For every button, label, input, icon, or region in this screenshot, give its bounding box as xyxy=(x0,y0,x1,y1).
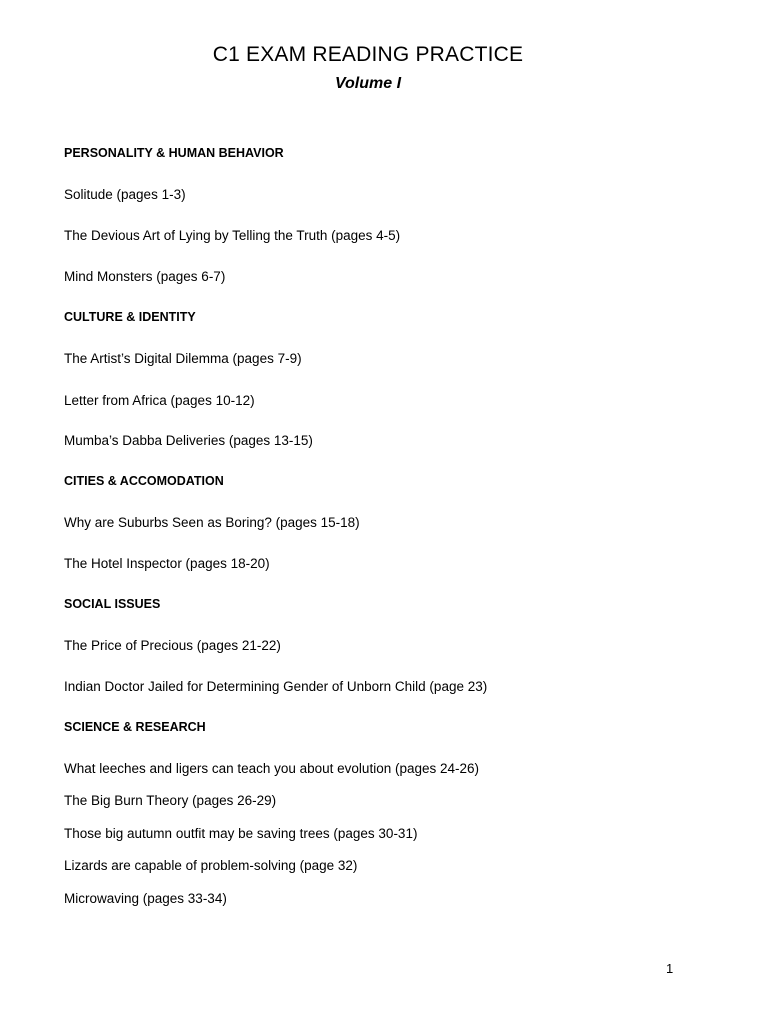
document-subtitle: Volume I xyxy=(334,75,402,92)
contents-entry: The Devious Art of Lying by Telling the Truth (pages 4-5) xyxy=(64,228,401,243)
contents-entry: Those big autumn outfit may be saving trees (pages 30-31) xyxy=(64,826,418,841)
contents-entry: Microwaving (pages 33-34) xyxy=(64,891,227,906)
contents-entry: Letter from Africa (pages 10-12) xyxy=(64,393,255,408)
contents-entry: Lizards are capable of problem-solving (page 32) xyxy=(64,858,358,873)
contents-entry: The Artist’s Digital Dilemma (pages 7-9) xyxy=(64,351,302,366)
contents-entry: The Price of Precious (pages 21-22) xyxy=(64,638,281,653)
contents-entry: Mind Monsters (pages 6-7) xyxy=(64,269,226,284)
document-title: C1 EXAM READING PRACTICE xyxy=(212,43,524,66)
contents-entry: Why are Suburbs Seen as Boring? (pages 15-18) xyxy=(64,515,360,530)
contents-entry: The Hotel Inspector (pages 18-20) xyxy=(64,556,270,571)
contents-entry: The Big Burn Theory (pages 26-29) xyxy=(64,793,277,808)
contents-entry: Mumba’s Dabba Deliveries (pages 13-15) xyxy=(64,433,313,448)
section-heading: SCIENCE & RESEARCH xyxy=(64,720,206,734)
section-heading: SOCIAL ISSUES xyxy=(64,597,161,611)
section-heading: CITIES & ACCOMODATION xyxy=(64,474,224,488)
section-heading: CULTURE & IDENTITY xyxy=(64,310,196,324)
page-number: 1 xyxy=(666,961,674,976)
contents-entry: What leeches and ligers can teach you about evolution (pages 24-26) xyxy=(64,761,480,776)
section-heading: PERSONALITY & HUMAN BEHAVIOR xyxy=(64,146,284,160)
contents-entry: Solitude (pages 1-3) xyxy=(64,187,186,202)
contents-entry: Indian Doctor Jailed for Determining Gender of Unborn Child (page 23) xyxy=(64,679,488,694)
